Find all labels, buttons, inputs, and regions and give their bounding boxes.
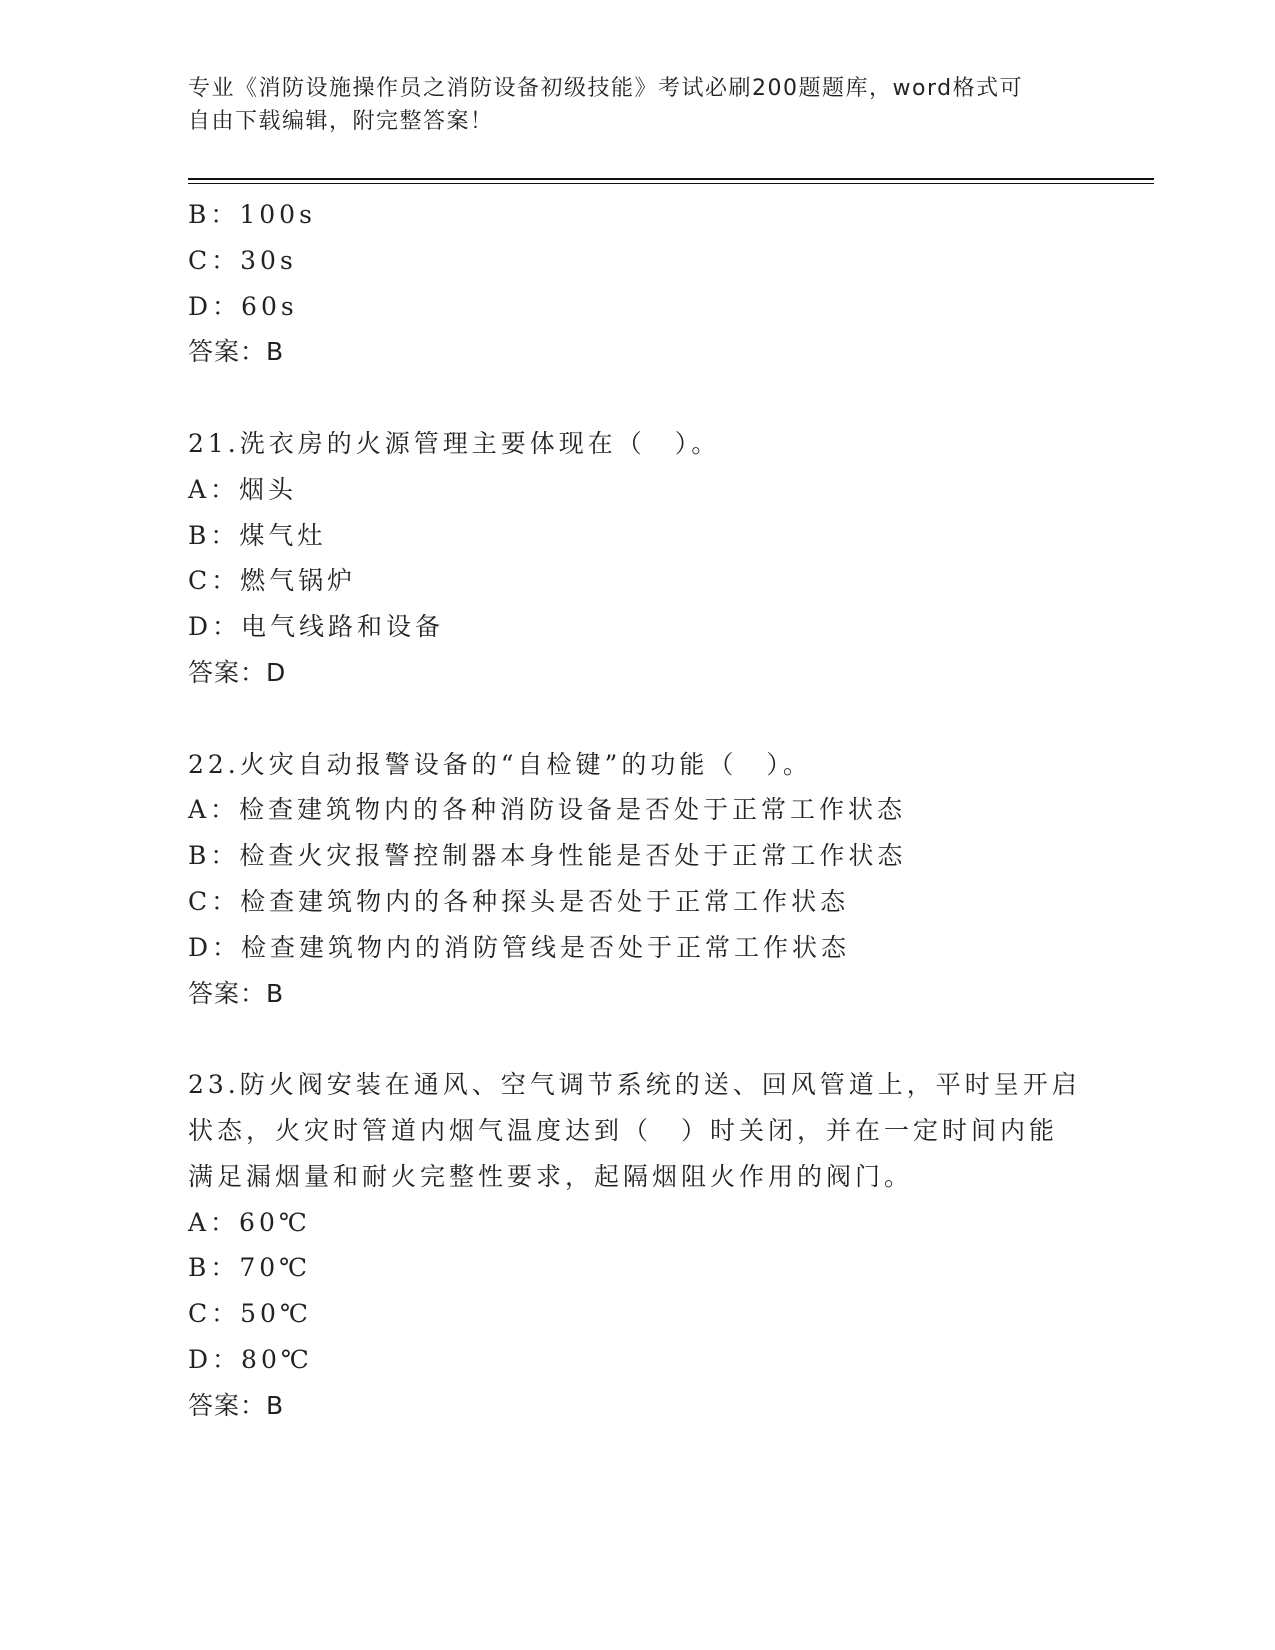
header-divider-thick: [188, 178, 1154, 180]
question-block-23: [188, 1062, 1088, 1428]
header-line-1: 专业《消防设施操作员之消防设备初级技能》考试必刷200题题库，word格式可: [188, 76, 1024, 101]
answer-line: 答案：B: [188, 337, 285, 367]
question-stem-line-3: 满足漏烟量和耐火完整性要求，起隔烟阻火作用的阀门。: [188, 1161, 914, 1191]
spacer: [188, 696, 1088, 742]
option-a: A：烟头: [188, 474, 298, 504]
option-b: B：检查火灾报警控制器本身性能是否处于正常工作状态: [188, 841, 907, 871]
option-c: C：燃气锅炉: [188, 566, 357, 596]
option-a: A：60℃: [188, 1207, 311, 1237]
question-stem: 21.洗衣房的火源管理主要体现在（ ）。: [188, 428, 721, 458]
answer-line: 答案：B: [188, 1390, 285, 1420]
option-a: A：检查建筑物内的各种消防设备是否处于正常工作状态: [188, 795, 907, 825]
option-d: D：检查建筑物内的消防管线是否处于正常工作状态: [188, 932, 851, 962]
option-c: C：检查建筑物内的各种探头是否处于正常工作状态: [188, 886, 850, 916]
option-b: B：100s: [188, 200, 316, 229]
question-content: [188, 192, 1088, 1429]
spacer: [188, 1016, 1088, 1062]
header-line-2: 自由下载编辑，附完整答案！: [188, 109, 494, 134]
question-block-22: [188, 742, 1088, 1017]
question-stem: 22.火灾自动报警设备的“自检键”的功能（ ）。: [188, 749, 812, 779]
document-header: [188, 72, 1088, 138]
question-block-21: [188, 421, 1088, 696]
question-block-prev: [188, 192, 1088, 375]
option-c: C：30s: [188, 245, 297, 275]
option-d: D：80℃: [188, 1344, 313, 1374]
answer-line: 答案：B: [188, 978, 285, 1008]
header-divider-thin: [188, 183, 1154, 184]
answer-line: 答案：D: [188, 657, 287, 687]
question-stem-line-2: 状态，火灾时管道内烟气温度达到（ ）时关闭，并在一定时间内能: [188, 1115, 1059, 1145]
option-c: C：50℃: [188, 1299, 312, 1329]
spacer: [188, 375, 1088, 421]
option-b: B：煤气灶: [188, 520, 327, 550]
option-b: B：70℃: [188, 1253, 312, 1283]
question-stem-line-1: 23.防火阀安装在通风、空气调节系统的送、回风管道上，平时呈开启: [188, 1070, 1081, 1100]
option-d: D：电气线路和设备: [188, 612, 445, 642]
option-d: D：60s: [188, 291, 298, 321]
